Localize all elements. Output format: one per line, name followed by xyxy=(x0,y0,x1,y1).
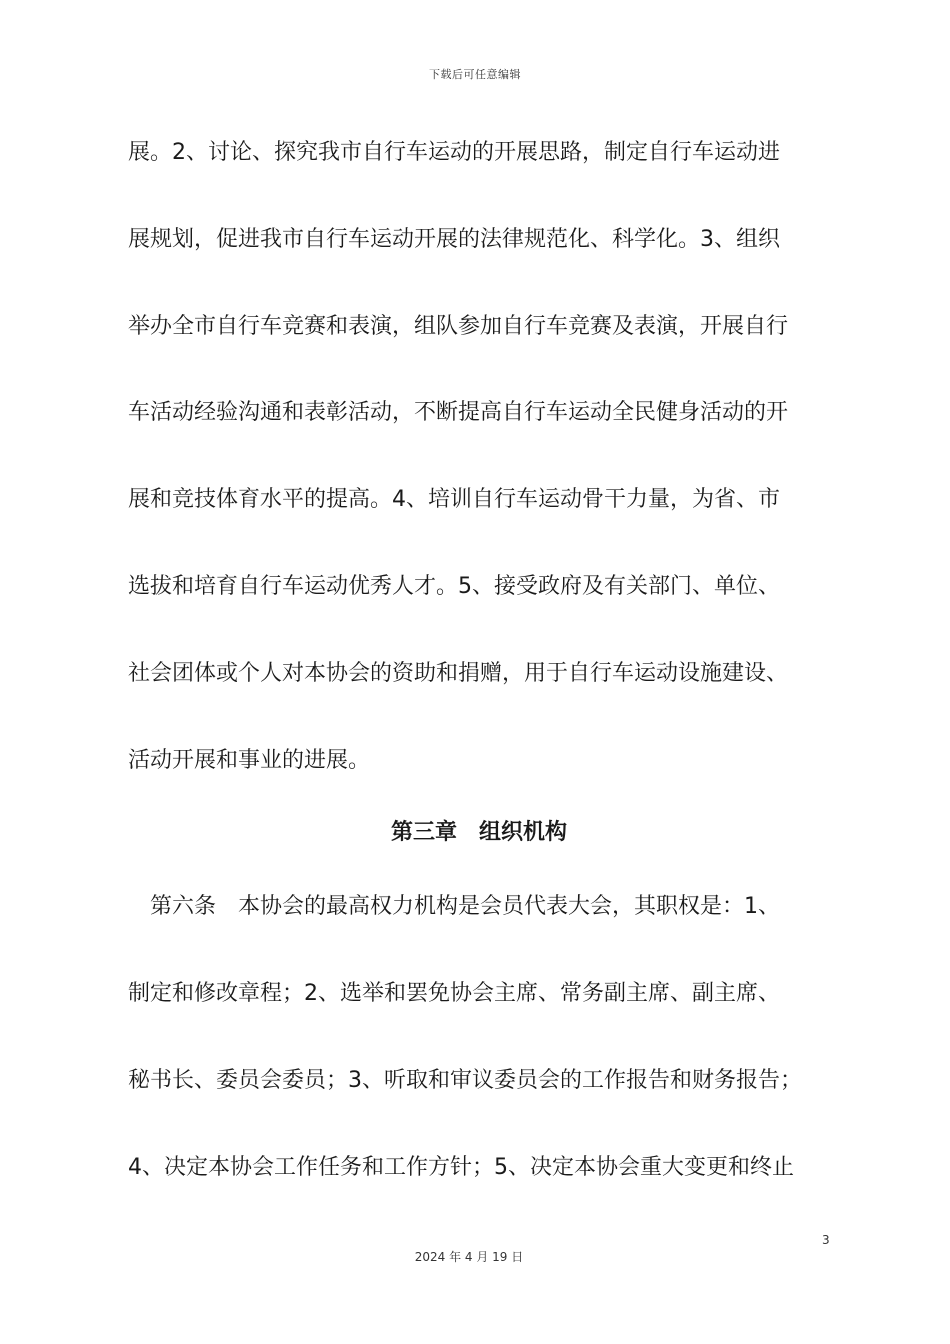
footer-date: 2024 年 4 月 19 日 xyxy=(414,1250,524,1264)
article-line: 4、决定本协会工作任务和工作方针；5、决定本协会重大变更和终止 xyxy=(128,1155,794,1180)
body-line: 举办全市自行车竞赛和表演，组队参加自行车竞赛及表演，开展自行 xyxy=(128,314,789,339)
body-line: 车活动经验沟通和表彰活动，不断提高自行车运动全民健身活动的开 xyxy=(128,400,789,425)
page-header-note: 下载后可任意编辑 xyxy=(429,68,521,81)
page-number: 3 xyxy=(822,1233,830,1247)
body-line: 选拔和培育自行车运动优秀人才。5、接受政府及有关部门、单位、 xyxy=(128,574,780,599)
body-line: 展。2、讨论、探究我市自行车运动的开展思路，制定自行车运动进 xyxy=(128,140,780,165)
body-line: 展和竞技体育水平的提高。4、培训自行车运动骨干力量，为省、市 xyxy=(128,487,780,512)
body-line: 活动开展和事业的进展。 xyxy=(128,748,371,773)
article-line: 第六条 本协会的最高权力机构是会员代表大会，其职权是：1、 xyxy=(128,894,780,919)
article-line: 制定和修改章程；2、选举和罢免协会主席、常务副主席、副主席、 xyxy=(128,981,780,1006)
chapter-title: 第三章 组织机构 xyxy=(390,820,567,845)
body-line: 社会团体或个人对本协会的资助和捐赠，用于自行车运动设施建设、 xyxy=(128,661,789,686)
body-line: 展规划，促进我市自行车运动开展的法律规范化、科学化。3、组织 xyxy=(128,227,780,252)
article-line: 秘书长、委员会委员；3、听取和审议委员会的工作报告和财务报告； xyxy=(128,1068,802,1093)
